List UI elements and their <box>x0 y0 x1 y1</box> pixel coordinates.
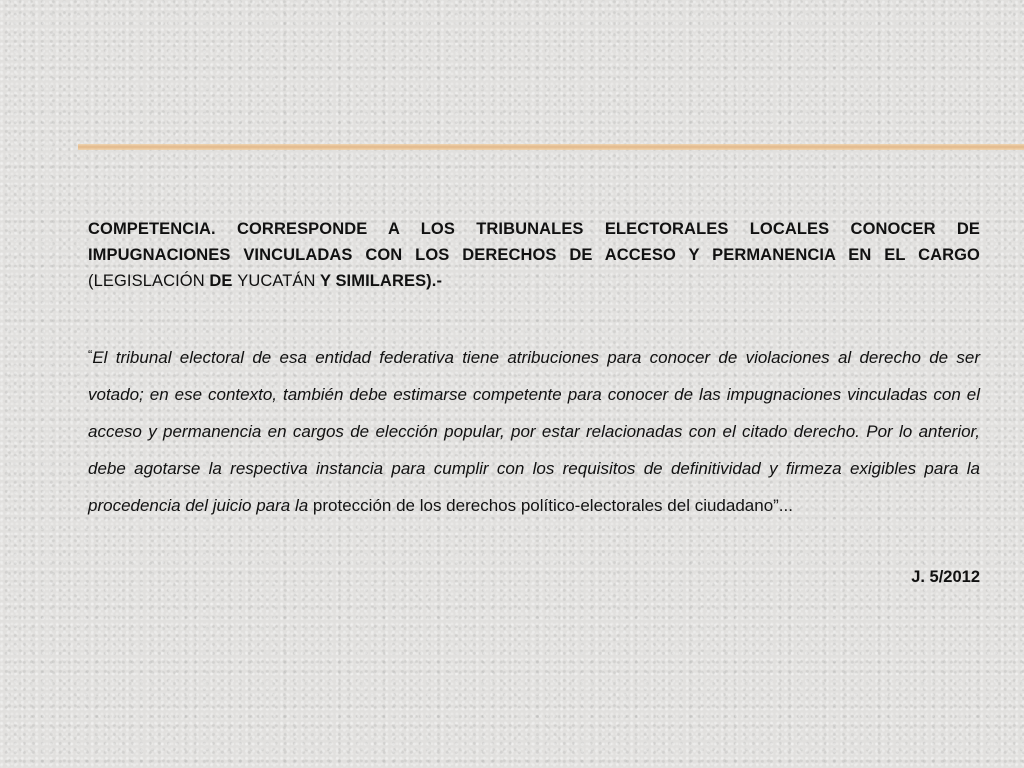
heading-similares: Y SIMILARES).- <box>315 272 443 290</box>
heading-de: DE <box>204 272 238 290</box>
citation: J. 5/2012 <box>911 568 980 586</box>
quote-normal-text: protección de los derechos político-electorales del ciudadano”... <box>312 496 793 515</box>
jurisprudence-quote <box>88 336 980 524</box>
decorative-rule <box>78 144 1024 150</box>
jurisprudence-heading <box>88 216 980 294</box>
heading-yucatan: YUCATÁN <box>237 272 316 290</box>
slide-content <box>88 216 980 587</box>
heading-main: COMPETENCIA. CORRESPONDE A LOS TRIBUNALES ELECTORALES LOCALES CONOCER DE IMPUGNACIONES VINCULADAS CON LOS DERECHOS DE ACCESO Y PERMANENCIA EN EL CARGO <box>88 220 980 264</box>
quote-italic-text: El tribunal electoral de esa entidad federativa tiene atribuciones para conocer de violaciones al derecho de ser votado; en ese contexto, también debe estimarse competente para conocer de las impugnaciones vinculadas con el acceso y permanencia en cargos de elección popular, por estar relacionadas con el citado derecho. Por lo anterior, debe agotarse la respectiva instancia para cumplir con los requisitos de definitividad y firmeza exigibles para la procedencia del juicio para la <box>88 348 980 515</box>
quote-open-mark: “ <box>88 347 93 362</box>
heading-legislacion: (LEGISLACIÓN <box>88 272 205 290</box>
